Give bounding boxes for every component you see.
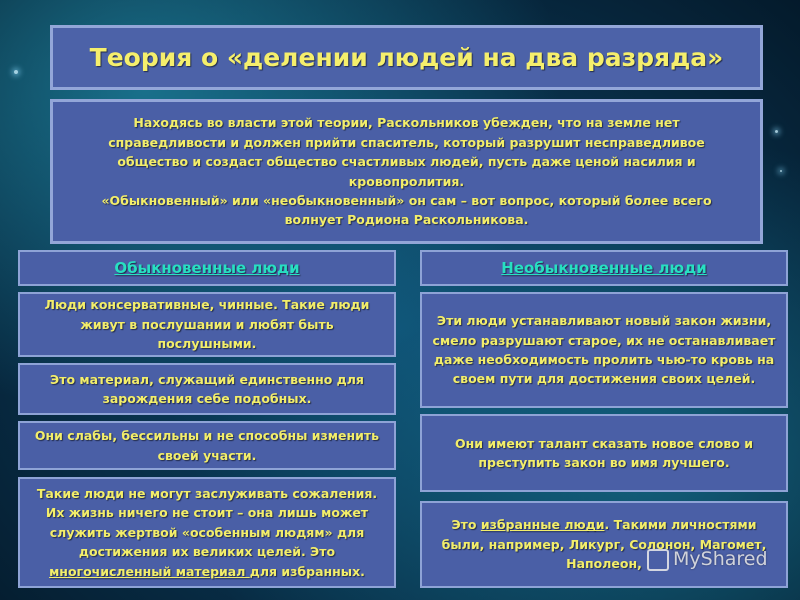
extraordinary-people-heading-text: Необыкновенные люди xyxy=(501,259,707,277)
background-sparkle xyxy=(775,130,778,133)
background-sparkle xyxy=(780,170,782,172)
ordinary-last-underlined-text: многочисленный материал xyxy=(49,563,250,579)
ordinary-people-heading-text: Обыкновенные люди xyxy=(114,259,300,277)
ordinary-trait-text xyxy=(30,484,384,581)
extraordinary-trait-box xyxy=(420,292,788,408)
intro-text: Находясь во власти этой теории, Раскольников убежден, что на земле нет справедливости и должен прийти спаситель, который разрушит несправедливое общество и создаст общество счастливых людей, пусть даже ценой насилия и кровопролития. «Обыкновенный» или «необыкновенный» он сам – вот вопрос, который более всего волнует Родиона Раскольникова. xyxy=(101,115,712,228)
slide-title xyxy=(50,25,763,90)
extraordinary-last-text-part: Это xyxy=(451,517,481,533)
extraordinary-last-underlined-text: избранные люди xyxy=(480,517,605,533)
extraordinary-trait-box xyxy=(420,501,788,588)
ordinary-trait-text: Люди консервативные, чинные. Такие люди живут в послушании и любят быть послушными. xyxy=(44,297,370,352)
watermark-text: MyShared xyxy=(673,548,768,570)
ordinary-trait-box xyxy=(18,421,396,470)
extraordinary-people-heading xyxy=(420,250,788,286)
ordinary-trait-box xyxy=(18,477,396,588)
presentation-board-icon xyxy=(647,549,669,571)
extraordinary-trait-text: Эти люди устанавливают новый закон жизни, смело разрушают старое, их не останавливает даже необходимость пролить чью-то кровь на своем пути для достижения своих целей. xyxy=(432,313,776,387)
extraordinary-last-text-end: . Такими личностями были, например, Ликург, Солонон, Магомет, Наполеон, xyxy=(441,517,767,572)
ordinary-last-text-end: для избранных. xyxy=(249,563,365,579)
ordinary-trait-box xyxy=(18,292,396,357)
extraordinary-trait-text: Они имеют талант сказать новое слово и преступить закон во имя лучшего. xyxy=(455,435,753,470)
ordinary-trait-text: Это материал, служащий единственно для зарождения себе подобных. xyxy=(50,371,364,406)
ordinary-trait-box xyxy=(18,363,396,415)
ordinary-last-text-part: Такие люди не могут заслуживать сожаления. Их жизнь ничего не стоит – она лишь может служить жертвой «особенным людям» для достижения их великих целей. Это xyxy=(36,486,378,560)
intro-box xyxy=(50,99,763,244)
background-sparkle xyxy=(14,70,18,74)
ordinary-trait-text: Они слабы, бессильны и не способны изменить своей участи. xyxy=(34,428,380,463)
myshared-watermark xyxy=(647,548,768,570)
extraordinary-trait-box xyxy=(420,414,788,492)
slide-title-text: Теория о «делении людей на два разряда» xyxy=(89,43,724,72)
ordinary-people-heading xyxy=(18,250,396,286)
